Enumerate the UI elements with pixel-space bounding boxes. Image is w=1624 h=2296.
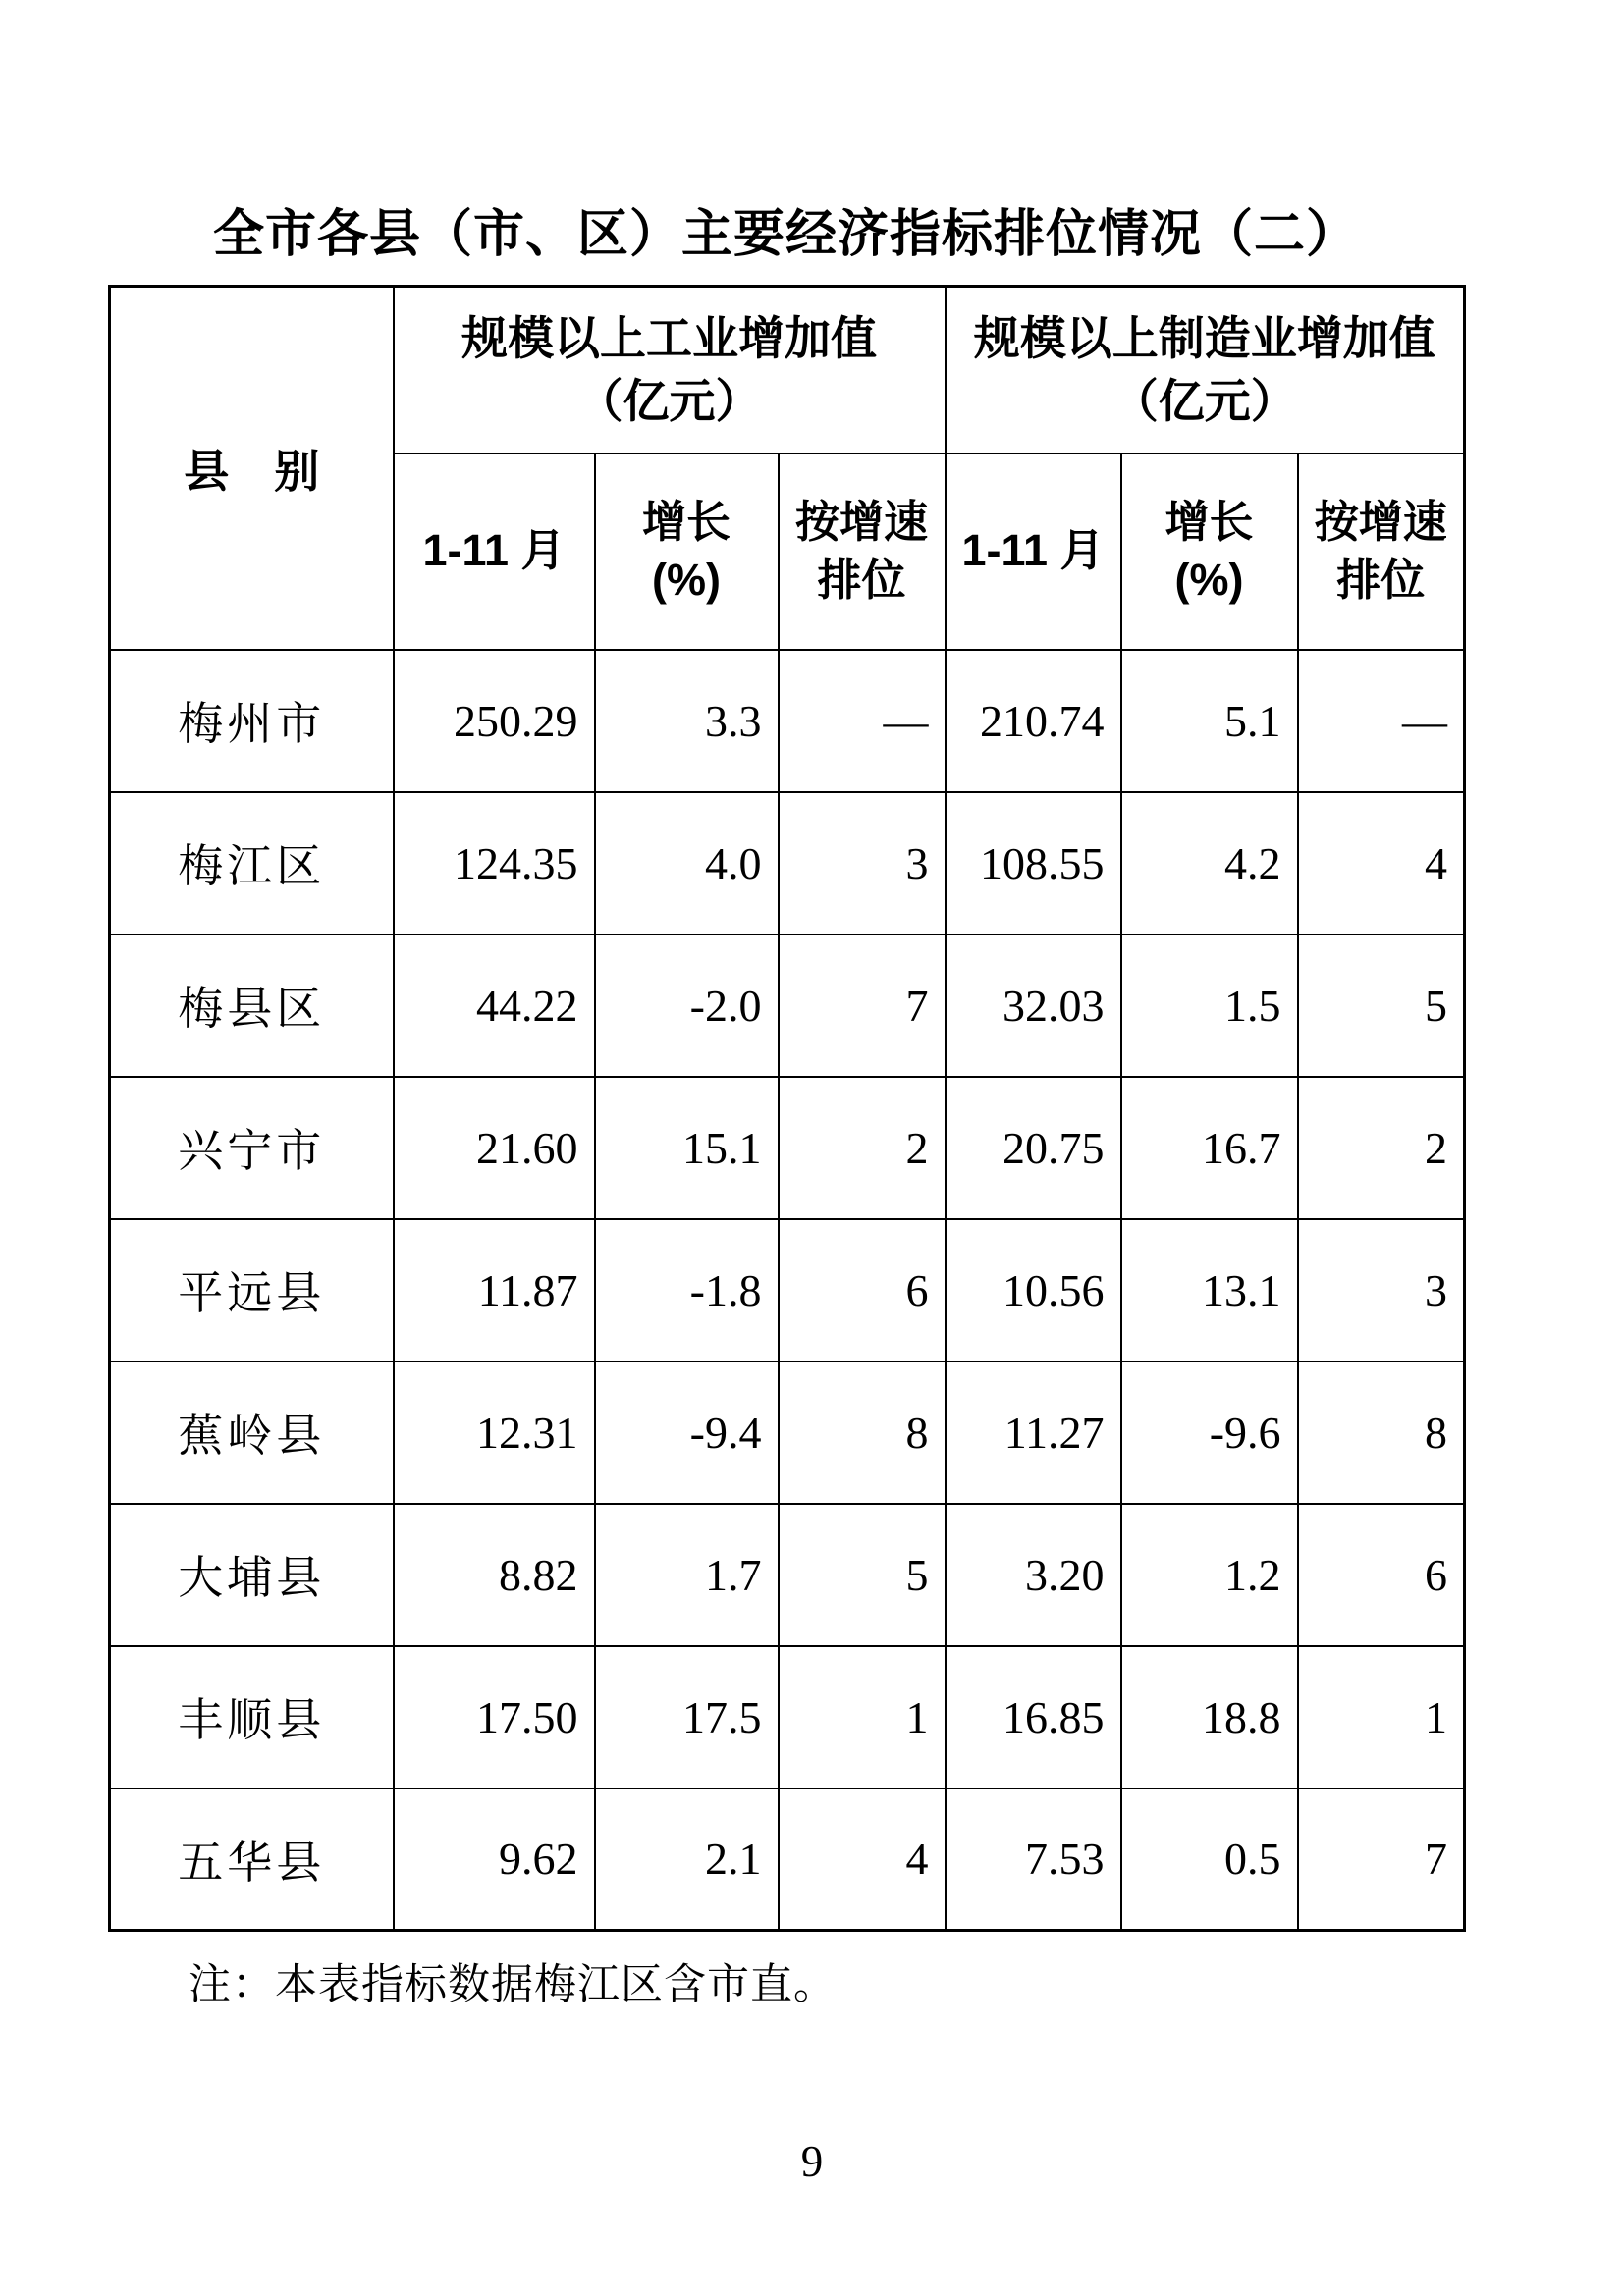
- industry-rank-cell: 7: [779, 934, 946, 1077]
- manufacturing-rank-cell: 1: [1298, 1646, 1465, 1789]
- industry-value-cell: 12.31: [394, 1362, 595, 1504]
- manufacturing-growth-cell: 1.2: [1121, 1504, 1298, 1646]
- industry-growth-cell: 15.1: [595, 1077, 779, 1219]
- manufacturing-rank-cell: 7: [1298, 1789, 1465, 1931]
- manufacturing-rank-header-line2: 排位: [1336, 554, 1426, 605]
- industry-rank-cell: 4: [779, 1789, 946, 1931]
- table-row: [110, 650, 1465, 792]
- manufacturing-rank-header-line1: 按增速: [1314, 497, 1447, 547]
- manufacturing-value-cell: 16.85: [946, 1646, 1121, 1789]
- industry-growth-cell: -2.0: [595, 934, 779, 1077]
- industry-rank-cell: 6: [779, 1219, 946, 1362]
- manufacturing-value-cell: 11.27: [946, 1362, 1121, 1504]
- industry-value-cell: 9.62: [394, 1789, 595, 1931]
- manufacturing-growth-cell: 18.8: [1121, 1646, 1298, 1789]
- manufacturing-value-cell: 10.56: [946, 1219, 1121, 1362]
- manufacturing-growth-cell: -9.6: [1121, 1362, 1298, 1504]
- industry-rank-cell: —: [779, 650, 946, 792]
- manufacturing-rank-header: [1298, 454, 1465, 650]
- manufacturing-value-cell: 108.55: [946, 792, 1121, 934]
- industry-growth-cell: 1.7: [595, 1504, 779, 1646]
- industry-growth-cell: 3.3: [595, 650, 779, 792]
- page-number: 9: [800, 2137, 824, 2186]
- manufacturing-value-cell: 7.53: [946, 1789, 1121, 1931]
- manufacturing-growth-cell: 13.1: [1121, 1219, 1298, 1362]
- table-row: [110, 1504, 1465, 1646]
- manufacturing-growth-cell: 0.5: [1121, 1789, 1298, 1931]
- manufacturing-growth-cell: 1.5: [1121, 934, 1298, 1077]
- county-name-cell: 兴宁市: [110, 1077, 394, 1219]
- table-row: [110, 1219, 1465, 1362]
- manufacturing-growth-cell: 16.7: [1121, 1077, 1298, 1219]
- county-name-cell: 丰顺县: [110, 1646, 394, 1789]
- manufacturing-group-unit: （亿元）: [1111, 374, 1297, 427]
- industry-value-cell: 11.87: [394, 1219, 595, 1362]
- industry-growth-header-line2: (%): [652, 554, 721, 605]
- industry-growth-cell: -1.8: [595, 1219, 779, 1362]
- industry-growth-cell: 2.1: [595, 1789, 779, 1931]
- county-name-cell: 五华县: [110, 1789, 394, 1931]
- manufacturing-rank-cell: 6: [1298, 1504, 1465, 1646]
- industry-rank-cell: 5: [779, 1504, 946, 1646]
- industry-rank-header: [779, 454, 946, 650]
- manufacturing-group-title: 规模以上制造业增加值: [973, 312, 1435, 365]
- industry-growth-cell: 4.0: [595, 792, 779, 934]
- industry-value-cell: 124.35: [394, 792, 595, 934]
- industry-value-cell: 8.82: [394, 1504, 595, 1646]
- manufacturing-growth-header: [1121, 454, 1298, 650]
- county-column-header: 县 别: [110, 287, 394, 650]
- industry-rank-cell: 2: [779, 1077, 946, 1219]
- county-name-cell: 平远县: [110, 1219, 394, 1362]
- industry-period-header: 1-11 月: [394, 454, 595, 650]
- manufacturing-growth-cell: 4.2: [1121, 792, 1298, 934]
- industry-growth-cell: -9.4: [595, 1362, 779, 1504]
- county-name-cell: 大埔县: [110, 1504, 394, 1646]
- industry-value-cell: 17.50: [394, 1646, 595, 1789]
- county-name-cell: 梅江区: [110, 792, 394, 934]
- manufacturing-value-cell: 20.75: [946, 1077, 1121, 1219]
- industry-rank-cell: 3: [779, 792, 946, 934]
- table-row: [110, 1646, 1465, 1789]
- page-title: 全市各县（市、区）主要经济指标排位情况（二）: [212, 206, 1358, 263]
- industry-growth-header: [595, 454, 779, 650]
- table-row: [110, 1077, 1465, 1219]
- industry-rank-cell: 1: [779, 1646, 946, 1789]
- manufacturing-rank-cell: 5: [1298, 934, 1465, 1077]
- county-name-cell: 梅县区: [110, 934, 394, 1077]
- manufacturing-rank-cell: 2: [1298, 1077, 1465, 1219]
- industry-value-cell: 250.29: [394, 650, 595, 792]
- industry-value-cell: 21.60: [394, 1077, 595, 1219]
- industry-group-title: 规模以上工业增加值: [461, 312, 877, 365]
- industry-growth-header-line1: 增长: [641, 497, 731, 547]
- table-row: [110, 934, 1465, 1077]
- manufacturing-rank-cell: —: [1298, 650, 1465, 792]
- industry-group-header: [394, 287, 946, 454]
- table-row: [110, 1362, 1465, 1504]
- manufacturing-group-header: [946, 287, 1465, 454]
- manufacturing-rank-cell: 3: [1298, 1219, 1465, 1362]
- table-header-group-row: [110, 287, 1465, 454]
- industry-rank-header-line2: 排位: [817, 554, 906, 605]
- manufacturing-value-cell: 3.20: [946, 1504, 1121, 1646]
- county-name-cell: 梅州市: [110, 650, 394, 792]
- manufacturing-value-cell: 32.03: [946, 934, 1121, 1077]
- industry-value-cell: 44.22: [394, 934, 595, 1077]
- manufacturing-rank-cell: 8: [1298, 1362, 1465, 1504]
- table-row: [110, 792, 1465, 934]
- industry-rank-cell: 8: [779, 1362, 946, 1504]
- table-footnote: 注：本表指标数据梅江区含市直。: [189, 1962, 837, 2008]
- manufacturing-value-cell: 210.74: [946, 650, 1121, 792]
- manufacturing-growth-header-line1: 增长: [1164, 497, 1254, 547]
- table-row: [110, 1789, 1465, 1931]
- manufacturing-rank-cell: 4: [1298, 792, 1465, 934]
- industry-group-unit: （亿元）: [576, 374, 762, 427]
- industry-growth-cell: 17.5: [595, 1646, 779, 1789]
- manufacturing-growth-header-line2: (%): [1174, 554, 1244, 605]
- manufacturing-growth-cell: 5.1: [1121, 650, 1298, 792]
- manufacturing-period-header: 1-11 月: [946, 454, 1121, 650]
- industry-rank-header-line1: 按增速: [795, 497, 929, 547]
- county-name-cell: 蕉岭县: [110, 1362, 394, 1504]
- economic-indicators-table: [108, 285, 1466, 1932]
